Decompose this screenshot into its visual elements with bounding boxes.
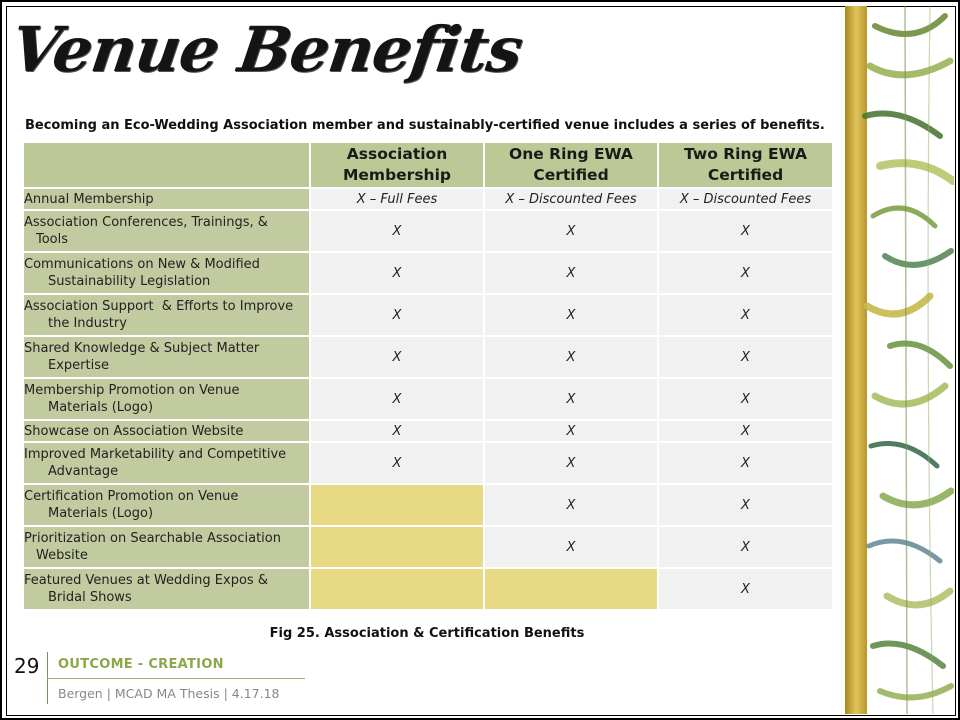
figure-caption: Fig 25. Association & Certification Benefits [269, 626, 585, 641]
column-header [310, 142, 484, 188]
row-label [23, 568, 310, 610]
row-label-line2: Materials (Logo) [48, 400, 154, 415]
table-cell: X [310, 294, 484, 336]
gold-strip [845, 6, 867, 714]
column-header-line1: Association [346, 145, 448, 163]
row-label [23, 210, 310, 252]
row-label-line1: Annual Membership [24, 191, 154, 207]
table-row [23, 420, 833, 442]
row-label-line1: Membership Promotion on Venue [24, 383, 240, 398]
row-label-line2: Sustainability Legislation [48, 274, 211, 289]
column-header-line2: Membership [342, 166, 451, 184]
table-cell: X [484, 252, 658, 294]
row-label [23, 526, 310, 568]
column-header-line1: Two Ring EWA [684, 145, 807, 163]
row-label [23, 378, 310, 420]
row-label-line1: Association Support & Efforts to Improve [24, 299, 294, 314]
table-cell: X [310, 336, 484, 378]
table-cell: X [484, 526, 658, 568]
table-cell: X [310, 420, 484, 442]
row-label-line2: Website [36, 548, 88, 563]
footer-section-title: OUTCOME - CREATION [58, 657, 224, 672]
table-cell: X [658, 210, 833, 252]
table-cell: X [484, 484, 658, 526]
row-label-line1: Certification Promotion on Venue [24, 489, 239, 504]
table-cell: X [658, 526, 833, 568]
table-cell: X [484, 210, 658, 252]
table-header-row [23, 142, 833, 188]
table-cell-empty [484, 568, 658, 610]
table-row [23, 210, 833, 252]
benefits-table [22, 141, 834, 611]
table-cell: X [658, 294, 833, 336]
row-label [23, 188, 310, 210]
row-label-line1: Featured Venues at Wedding Expos & [24, 573, 268, 588]
table-row [23, 526, 833, 568]
row-label [23, 420, 310, 442]
table-cell: X [310, 252, 484, 294]
table-cell: X [484, 420, 658, 442]
table-cell: X [484, 378, 658, 420]
table-cell: X [310, 378, 484, 420]
row-label-line2: Tools [36, 232, 69, 247]
table-cell: X [310, 442, 484, 484]
row-label [23, 442, 310, 484]
page-title: Venue Benefits [6, 13, 527, 86]
row-label-line1: Shared Knowledge & Subject Matter [24, 341, 260, 356]
table-cell: X [658, 336, 833, 378]
row-label-line2: the Industry [48, 316, 127, 331]
table-cell: X [484, 336, 658, 378]
row-label-line1: Prioritization on Searchable Association [24, 531, 281, 546]
row-label-line1: Communications on New & Modified [24, 257, 260, 272]
footer-info: Bergen | MCAD MA Thesis | 4.17.18 [58, 686, 280, 701]
table-cell: X [484, 442, 658, 484]
table-row [23, 378, 833, 420]
row-label-line2: Bridal Shows [48, 590, 132, 605]
column-header [658, 142, 833, 188]
table-cell: X – Full Fees [310, 188, 484, 210]
row-label [23, 294, 310, 336]
row-label-line1: Improved Marketability and Competitive [24, 447, 287, 462]
table-cell-empty [310, 568, 484, 610]
page-number: 29 [14, 654, 40, 678]
row-label-line1: Association Conferences, Trainings, & [24, 215, 268, 230]
table-row [23, 442, 833, 484]
footer-divider-horizontal [47, 678, 305, 679]
leaf-cluster [865, 6, 953, 714]
row-label-line2: Expertise [48, 358, 109, 373]
row-label [23, 252, 310, 294]
table-cell: X [310, 210, 484, 252]
table-cell: X [658, 252, 833, 294]
table-row [23, 336, 833, 378]
table-cell: X [484, 294, 658, 336]
table-cell: X [658, 442, 833, 484]
row-label [23, 484, 310, 526]
botanical-art [845, 6, 954, 714]
header-empty-cell [23, 142, 310, 188]
table-row [23, 252, 833, 294]
subtitle: Becoming an Eco-Wedding Association member and sustainably-certified venue includes a series of benefits. [25, 118, 825, 133]
table-row [23, 568, 833, 610]
table-cell-empty [310, 526, 484, 568]
table-row [23, 188, 833, 210]
table-cell: X [658, 568, 833, 610]
table-cell: X [658, 420, 833, 442]
column-header [484, 142, 658, 188]
table-cell: X [658, 484, 833, 526]
botanical-decoration [845, 6, 954, 714]
table-cell-empty [310, 484, 484, 526]
table-row [23, 484, 833, 526]
column-header-line2: Certified [707, 166, 784, 184]
column-header-line2: Certified [533, 166, 609, 184]
table-cell: X [658, 378, 833, 420]
row-label-line2: Advantage [48, 464, 119, 479]
column-header-line1: One Ring EWA [509, 145, 633, 163]
table-row [23, 294, 833, 336]
table-cell: X – Discounted Fees [484, 188, 658, 210]
row-label-line1: Showcase on Association Website [24, 423, 244, 439]
row-label-line2: Materials (Logo) [48, 506, 154, 521]
row-label [23, 336, 310, 378]
table-cell: X – Discounted Fees [658, 188, 833, 210]
